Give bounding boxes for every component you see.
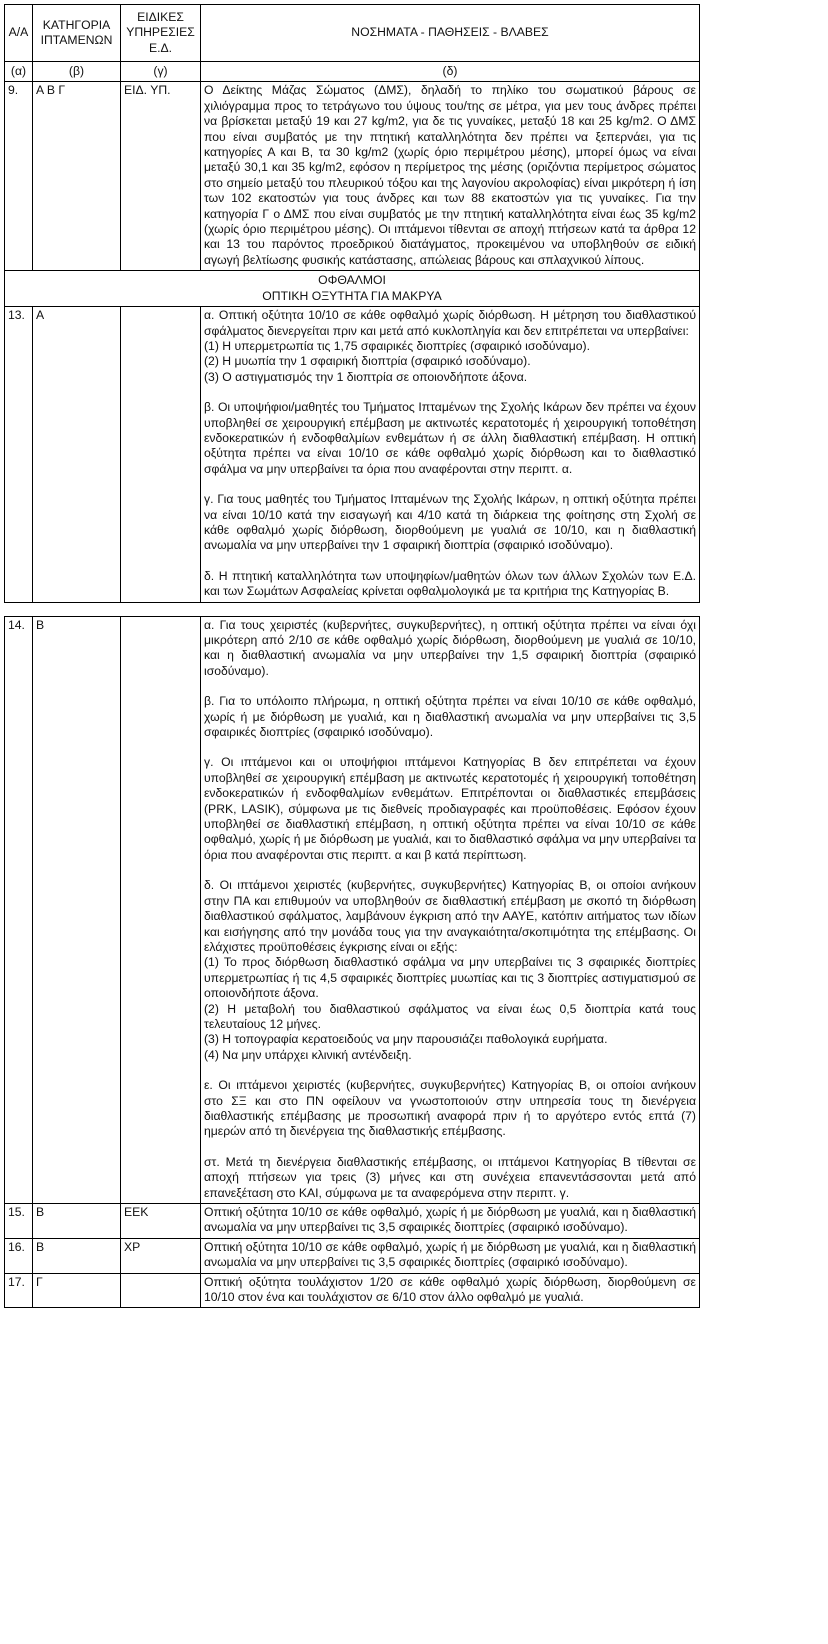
paragraph-d-item-2: (2) Η μεταβολή του διαθλαστικού σφάλματος να είναι έως 0,5 διοπτρία κατά τους τελευταίους 12 μήνες. [204,1001,696,1031]
letter-b: (β) [33,62,121,82]
row-category: Α [33,307,121,603]
row-description [201,82,700,271]
row-description [201,307,700,603]
paragraph: Οπτική οξύτητα 10/10 σε κάθε οφθαλμό, χωρίς ή με διόρθωση με γυαλιά, και η διαθλαστική ανωμαλία να μην υπερβαίνει τις 3,5 σφαιρικές διοπτρίες (σφαιρικό ισοδύναμο). [204,1205,696,1235]
paragraph-d: δ. Η πτητική καταλληλότητα των υποψηφίων/μαθητών όλων των άλλων Σχολών των Ε.Δ. και των Σωμάτων Ασφαλείας κρίνεται οφθαλμολογικά με τα κριτήρια της Κατηγορίας Β. [204,568,696,599]
table-gap [5,602,700,616]
row-description [201,1238,700,1273]
row-services [121,307,201,603]
row-number: 13. [5,307,33,603]
header-category: ΚΑΤΗΓΟΡΙΑ ΙΠΤΑΜΕΝΩΝ [33,5,121,62]
row-description [201,616,700,1203]
section-heading [5,271,700,307]
section-title: ΟΦΘΑΛΜΟΙ [318,273,386,288]
paragraph: Οπτική οξύτητα τουλάχιστον 1/20 σε κάθε οφθαλμό χωρίς διόρθωση, διορθούμενη σε 10/10 στον ένα και τουλάχιστον σε 6/10 στον άλλο οφθαλμό με γυαλιά. [204,1274,696,1305]
document-page [4,4,804,1308]
row-services: ΧΡ [121,1238,201,1273]
medical-criteria-table [4,4,700,1308]
paragraph-f: στ. Μετά τη διενέργεια διαθλαστικής επέμβασης, οι ιπτάμενοι Κατηγορίας Β τίθενται σε αποχή πτήσεων για τρεις (3) μήνες και στη συνέχεια επανεντάσσονται μετά από επανεξέταση στο ΚΑΙ, σύμφωνα με τα αναφερόμενα στην περιπτ. γ. [204,1154,696,1200]
row-services: ΕΙΔ. ΥΠ. [121,82,201,271]
table-row [5,1238,700,1273]
row-category: Α Β Γ [33,82,121,271]
paragraph-d-item-3: (3) Η τοπογραφία κερατοειδούς να μην παρουσιάζει παθολογικά ευρήματα. [204,1032,608,1047]
table-row [5,1204,700,1239]
row-description [201,1273,700,1308]
paragraph-a-item-2: (2) Η μυωπία την 1 σφαιρική διοπτρία (σφαιρικό ισοδύναμο). [204,354,531,369]
column-letters-row [5,62,700,82]
row-services: ΕΕΚ [121,1204,201,1239]
paragraph-a-item-3: (3) Ο αστιγματισμός την 1 διοπτρία σε οποιονδήποτε άξονα. [204,369,528,384]
table-row [5,616,700,1203]
table-row [5,307,700,603]
header-services: ΕΙΔΙΚΕΣ ΥΠΗΡΕΣΙΕΣ Ε.Δ. [121,5,201,62]
paragraph-b: β. Για το υπόλοιπο πλήρωμα, η οπτική οξύτητα πρέπει να είναι 10/10 σε κάθε οφθαλμό, χωρίς ή με διόρθωση με γυαλιά, και η διαθλαστική ανωμαλία να μην υπερβαίνει τις 3,5 σφαιρικές διοπτρίες (σφαιρικό ισοδύναμο). [204,694,696,740]
paragraph-a-intro: α. Οπτική οξύτητα 10/10 σε κάθε οφθαλμό χωρίς διόρθωση. Η μέτρηση του διαθλαστικού σφάλματος διενεργείται πριν και μετά από κυκλοπληγία και δεν επιτρέπεται να υπερβαίνει: [204,308,696,338]
paragraph-d-item-1: (1) Το προς διόρθωση διαθλαστικό σφάλμα να μην υπερβαίνει τις 3 σφαιρικές διοπτρίες υπερμετρωπίας ή τις 4,5 σφαιρικές διοπτρίες μυωπίας και τις 3 διοπτρίες αστιγματισμού σε οποιονδήποτε άξονα. [204,955,696,1001]
row-number: 17. [5,1273,33,1308]
row-category: Β [33,616,121,1203]
row-services [121,616,201,1203]
paragraph-b: β. Οι υποψήφιοι/μαθητές του Τμήματος Ιπταμένων της Σχολής Ικάρων δεν πρέπει να έχουν υποβληθεί σε χειρουργική επέμβαση με ακτινωτές κερατοτομές ή χειρουργική τοποθέτηση ενδοκερατικών ή ενδοφθαλμίων ενθεμάτων ή σε άλλη διαθλαστική επέμβαση. Η οπτική οξύτητα πρέπει να είναι 10/10 σε κάθε οφθαλμό χωρίς διόρθωση και το διαθλαστικό σφάλμα να μην υπερβαίνει τα όρια που αναφέρονται στην περιπτ. α. [204,400,696,476]
header-diseases: ΝΟΣΗΜΑΤΑ - ΠΑΘΗΣΕΙΣ - ΒΛΑΒΕΣ [201,5,700,62]
table-row [5,1273,700,1308]
paragraph-a-item-1: (1) Η υπερμετρωπία τις 1,75 σφαιρικές διοπτρίες (σφαιρικό ισοδύναμο). [204,338,590,353]
header-aa: Α/Α [5,5,33,62]
paragraph-a: α. Για τους χειριστές (κυβερνήτες, συγκυβερνήτες), η οπτική οξύτητα πρέπει να είναι όχι μικρότερη από 2/10 σε κάθε οφθαλμό χωρίς διόρθωση, διορθούμενη με γυαλιά σε 10/10, και η διαθλαστική ανωμαλία να μην υπερβαίνει την 1,5 σφαιρική διοπτρία (σφαιρικό ισοδύναμο). [204,617,696,678]
row-category: Β [33,1238,121,1273]
paragraph-d [204,878,696,1063]
letter-c: (γ) [121,62,201,82]
row-description [201,1204,700,1239]
paragraph-d-item-4: (4) Να μην υπάρχει κλινική αντένδειξη. [204,1047,412,1062]
paragraph: Οπτική οξύτητα 10/10 σε κάθε οφθαλμό, χωρίς ή με διόρθωση με γυαλιά, και η διαθλαστική ανωμαλία να μην υπερβαίνει τις 3,5 σφαιρικές διοπτρίες (σφαιρικό ισοδύναμο). [204,1239,696,1270]
table-header-row [5,5,700,62]
section-heading-row [5,271,700,307]
paragraph-d-intro: δ. Οι ιπτάμενοι χειριστές (κυβερνήτες, συγκυβερνήτες) Κατηγορίας Β, οι οποίοι ανήκουν στην ΠΑ και επιθυμούν να υποβληθούν σε διαθλαστική επέμβαση με σκοπό τη διόρθωση διαθλαστικού σφάλματος, λαμβάνουν έγκριση από την ΑΑΥΕ, κατόπιν αιτήματος των ιδίων και εισήγησης από την μονάδα τους για την αναγκαιότητα/σκοπιμότητα της επέμβασης. Οι ελάχιστες προϋποθέσεις έγκρισης είναι οι εξής: [204,878,696,954]
paragraph: Ο Δείκτης Μάζας Σώματος (ΔΜΣ), δηλαδή το πηλίκο του σωματικού βάρους σε χιλιόγραμμα προς το τετράγωνο του ύψους του/της σε μέτρα, για μεν τους άνδρες πρέπει να βρίσκεται μεταξύ 19 και 27 kg/m2, για δε τις γυναίκες, μεταξύ 18 και 25 kg/m2. Ο ΔΜΣ που είναι συμβατός με την πτητική καταλληλότητα δεν πρέπει να ξεπερνάει, για τις κατηγορίες Α και Β, τα 30 kg/m2 (χωρίς όριο περιμέτρου μέσης), μπορεί όμως να είναι μεταξύ 30,1 και 35 kg/m2, εφόσον η περίμετρος της μέσης (οριζόντια περίμετρος σώματος στο σημείο μεταξύ του πλευρικού τόξου και της λαγονίου ακρολοφίας) είναι μικρότερη ή ίση των 102 εκατοστών για τους άνδρες και των 88 εκατοστών για τις γυναίκες. Για την κατηγορία Γ ο ΔΜΣ που είναι συμβατός με την πτητική καταλληλότητα είναι έως 35 kg/m2 (χωρίς όριο περιμέτρου μέσης). Οι ιπτάμενοι τίθενται σε αποχή πτήσεων κατά τα άρθρα 12 και 13 του παρόντος προεδρικού διατάγματος, προκειμένου να υποβληθούν σε ειδική αγωγή βελτίωσης φυσικής κατάστασης, απώλειας βάρους και σπλαχνικού λίπους. [204,83,696,267]
row-category: Β [33,1204,121,1239]
row-number: 14. [5,616,33,1203]
letter-d: (δ) [201,62,700,82]
letter-a: (α) [5,62,33,82]
paragraph-c: γ. Για τους μαθητές του Τμήματος Ιπταμένων της Σχολής Ικάρων, η οπτική οξύτητα πρέπει να είναι 10/10 κατά την εισαγωγή και 4/10 κατά τη διάρκεια της φοίτησης στη Σχολή σε κάθε οφθαλμό χωρίς διόρθωση, διορθούμενη με γυαλιά σε 10/10, και η διαθλαστική ανωμαλία να μην υπερβαίνει την 1 σφαιρική διοπτρία (σφαιρικό ισοδύναμο). [204,492,696,553]
paragraph-a [204,308,696,385]
section-subtitle: ΟΠΤΙΚΗ ΟΞΥΤΗΤΑ ΓΙΑ ΜΑΚΡΥΑ [262,288,442,303]
table-row [5,82,700,271]
row-category: Γ [33,1273,121,1308]
paragraph-e: ε. Οι ιπτάμενοι χειριστές (κυβερνήτες, συγκυβερνήτες) Κατηγορίας Β, οι οποίοι ανήκουν στο ΣΞ και στο ΠΝ οφείλουν να γνωστοποιούν στην υπηρεσία τους τη διενέργεια διαθλαστικής επέμβασης με προσωπική αναφορά πριν ή το αργότερο εντός επτά (7) ημερών από τη διενέργεια της διαθλαστικής επέμβασης. [204,1078,696,1139]
row-number: 9. [5,82,33,271]
row-number: 16. [5,1238,33,1273]
paragraph-c: γ. Οι ιπτάμενοι και οι υποψήφιοι ιπτάμενοι Κατηγορίας Β δεν επιτρέπεται να έχουν υποβληθεί σε χειρουργική επέμβαση με ακτινωτές κερατοτομές ή χειρουργική τοποθέτηση ενδοκερατικών ή ενδοφθαλμίων ενθεμάτων. Επιτρέπονται οι διαθλαστικές επεμβάσεις (PRK, LASIK), σύμφωνα με τις διεθνείς προδιαγραφές και προϋποθέσεις. Εφόσον έχουν υποβληθεί σε διαθλαστική επέμβαση, η οπτική οξύτητα πρέπει να είναι 10/10 σε κάθε οφθαλμό, χωρίς ή με διόρθωση με γυαλιά, και το διαθλαστικό σφάλμα να μην υπερβαίνει τα όρια που αναφέρονται στις περιπτ. α και β κατά περίπτωση. [204,755,696,862]
row-number: 15. [5,1204,33,1239]
row-services [121,1273,201,1308]
